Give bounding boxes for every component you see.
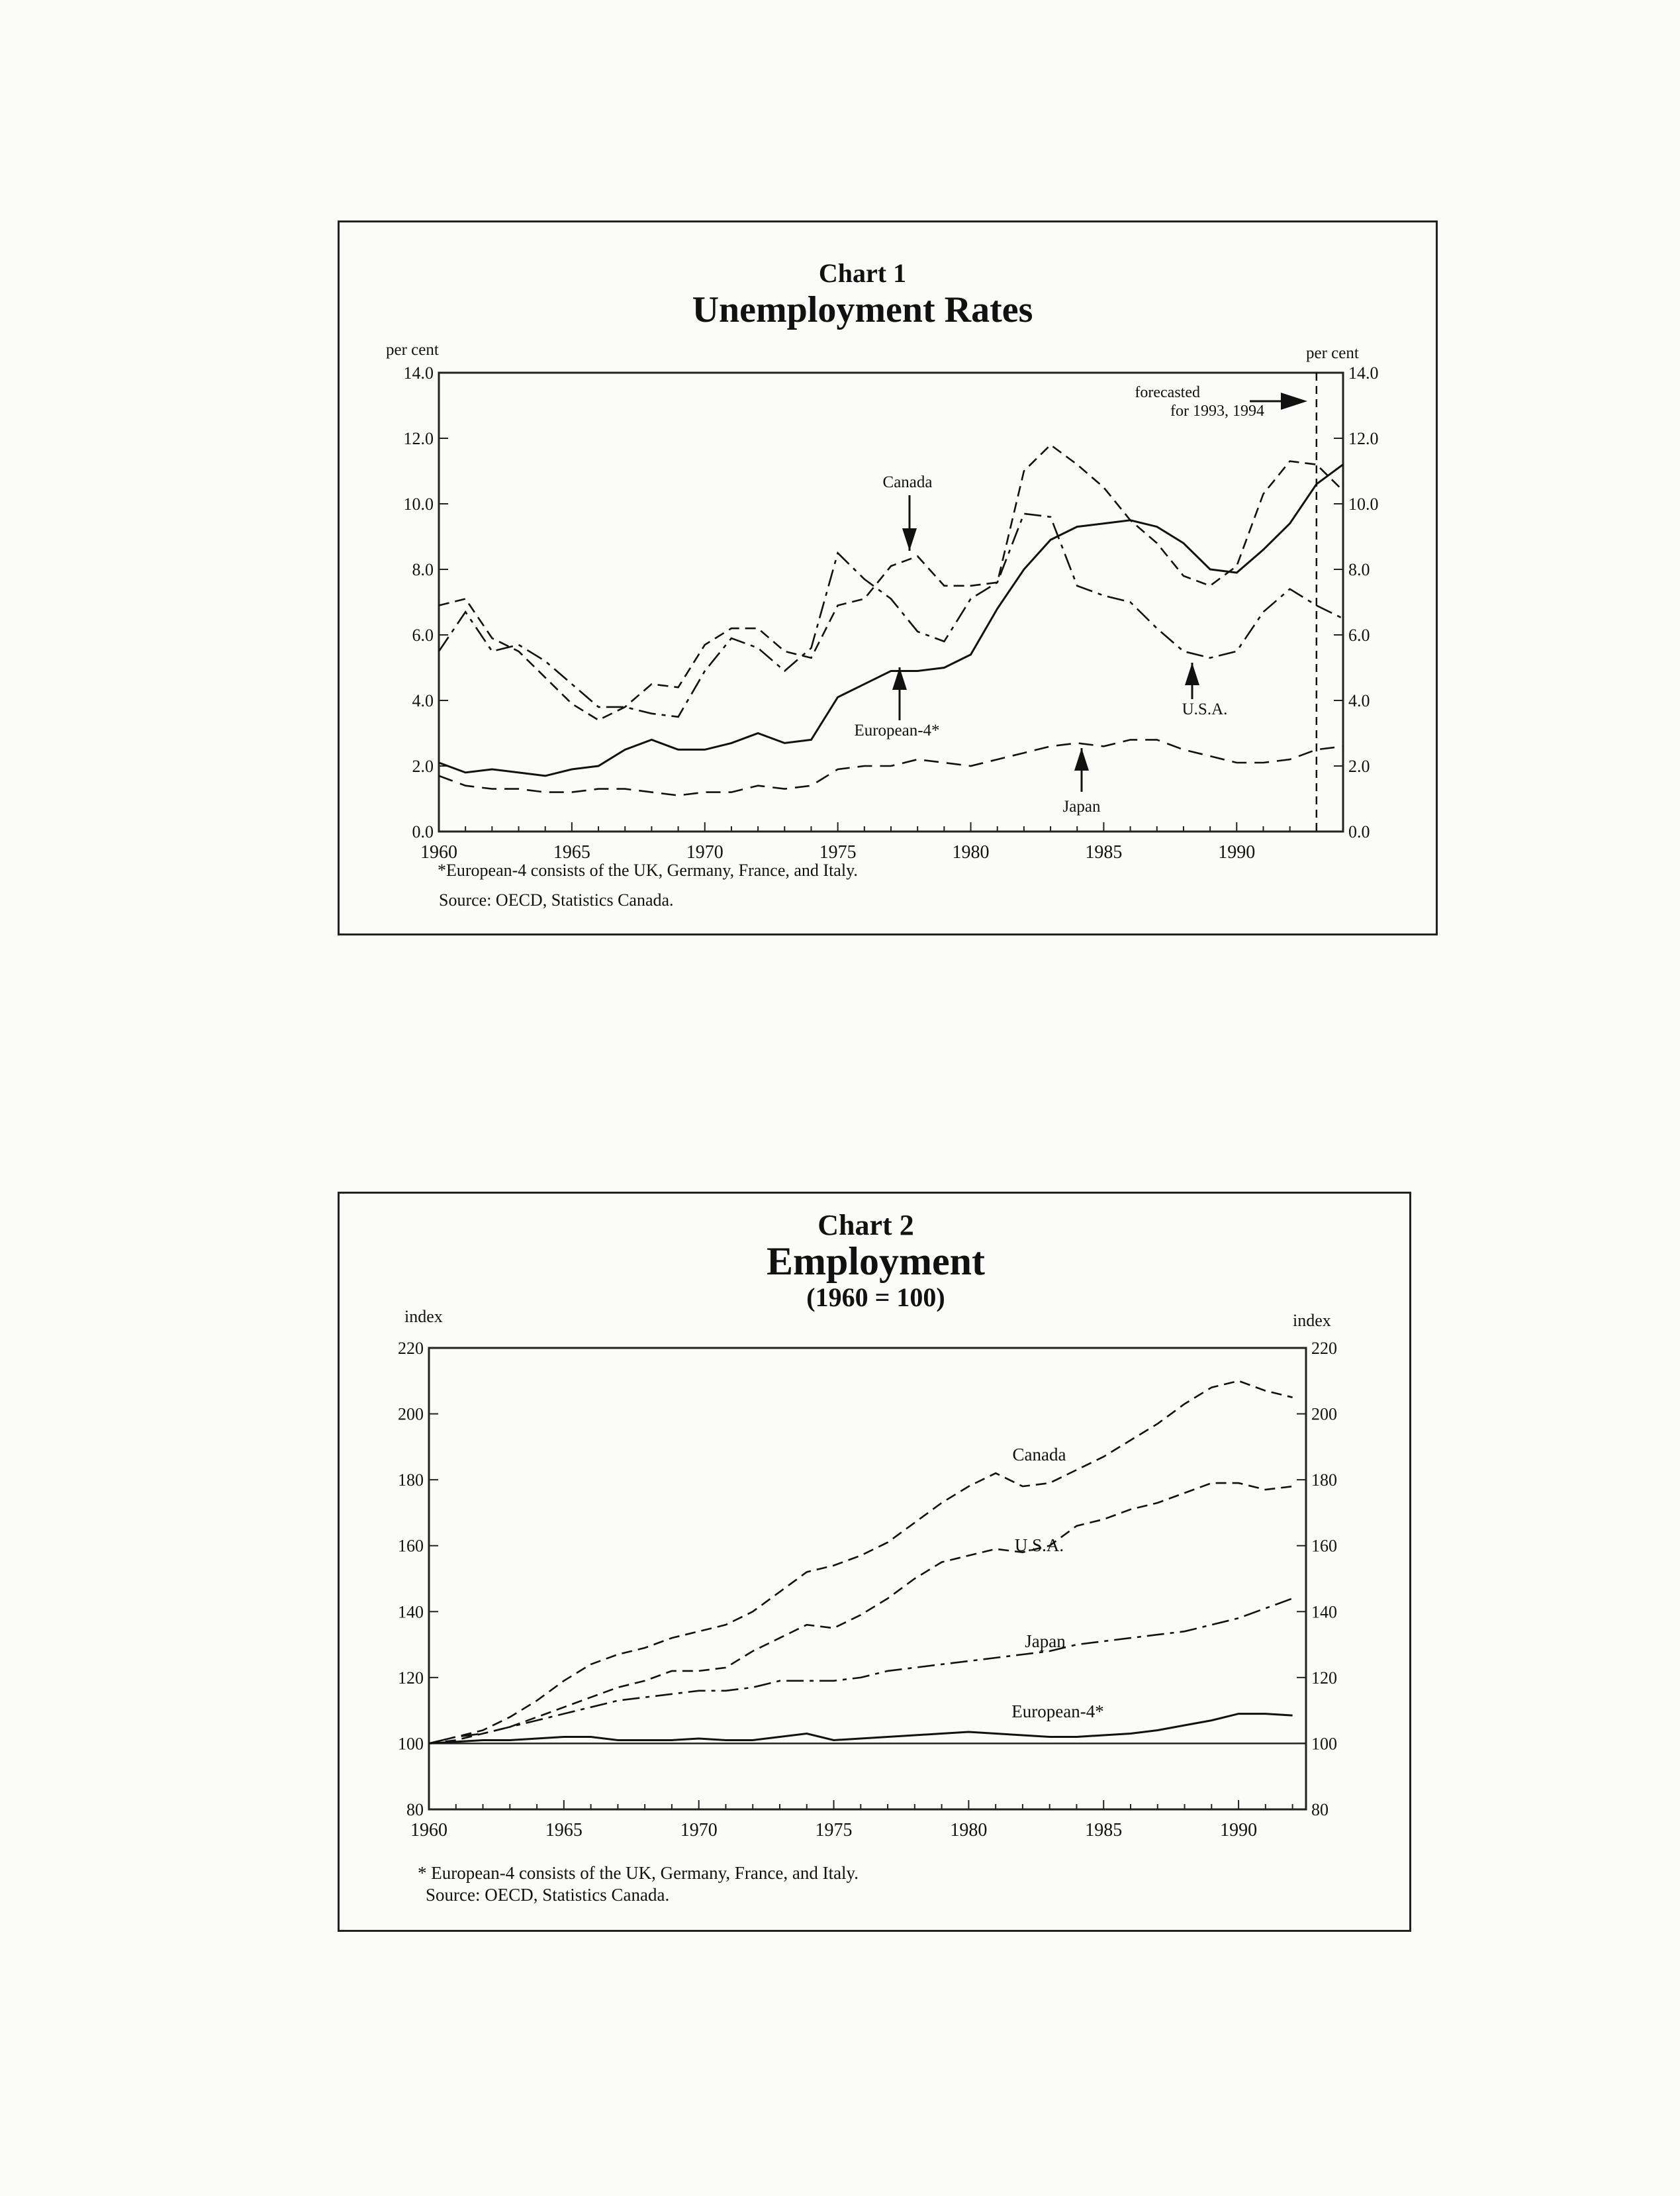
x-tick-label: 1980 (950, 1820, 988, 1840)
chart-2-plot-area (429, 1348, 1306, 1809)
arrow-japan-head (1074, 748, 1089, 771)
y-tick-label-right: 4.0 (1348, 691, 1370, 710)
series-label-u-s-a: U.S.A. (1014, 1535, 1064, 1555)
series-line-u-s-a (429, 1483, 1293, 1743)
chart-2-svg (340, 1194, 1409, 1930)
y-tick-label-right: 6.0 (1348, 626, 1370, 645)
series-label-canada: Canada (1012, 1445, 1066, 1464)
y-tick-label-left: 0.0 (412, 822, 434, 841)
chart-1-ylabel-left: per cent (386, 341, 439, 359)
x-tick-label: 1965 (553, 842, 590, 863)
y-tick-label-left: 100 (398, 1734, 424, 1754)
x-tick-label: 1990 (1220, 1820, 1258, 1840)
x-tick-label: 1990 (1218, 842, 1256, 863)
chart-1-footnote: *European-4 consists of the UK, Germany, France, and Italy. (438, 861, 858, 880)
y-tick-label-right: 160 (1311, 1536, 1337, 1556)
y-tick-label-right: 0.0 (1348, 822, 1370, 841)
y-tick-label-left: 200 (398, 1404, 424, 1424)
series-line-european-4 (429, 1714, 1293, 1744)
y-tick-label-left: 14.0 (403, 363, 434, 383)
x-tick-label: 1960 (410, 1820, 447, 1840)
x-tick-label: 1980 (952, 842, 990, 863)
y-tick-label-right: 140 (1311, 1602, 1337, 1622)
chart-2-title: Employment (767, 1239, 985, 1283)
y-tick-label-right: 10.0 (1348, 495, 1379, 514)
series-label-european-4: European-4* (1011, 1701, 1104, 1721)
chart-2-footnote: * European-4 consists of the UK, Germany, France, and Italy. (418, 1863, 859, 1883)
series-line-japan (439, 740, 1343, 795)
y-tick-label-left: 10.0 (403, 495, 434, 514)
forecast-arrow-head (1281, 393, 1307, 410)
y-tick-label-left: 80 (406, 1800, 424, 1819)
x-tick-label: 1965 (545, 1820, 583, 1840)
x-tick-label: 1970 (686, 842, 723, 863)
chart-1-plot-area (439, 373, 1343, 832)
y-tick-label-left: 2.0 (412, 757, 434, 776)
x-tick-label: 1970 (680, 1820, 718, 1840)
chart-1-svg (340, 222, 1436, 933)
y-tick-label-right: 80 (1311, 1800, 1329, 1819)
y-tick-label-right: 8.0 (1348, 560, 1370, 579)
y-tick-label-left: 220 (398, 1339, 424, 1358)
series-label-japan: Japan (1025, 1631, 1066, 1651)
x-tick-label: 1985 (1085, 1820, 1123, 1840)
y-tick-label-left: 160 (398, 1536, 424, 1556)
annotation-european-4: European-4* (854, 722, 940, 740)
y-tick-label-right: 100 (1311, 1734, 1337, 1754)
arrow-usa-head (1185, 663, 1199, 685)
y-tick-label-right: 120 (1311, 1668, 1337, 1688)
y-tick-label-left: 180 (398, 1470, 424, 1490)
x-tick-label: 1975 (819, 842, 857, 863)
chart-1-ylabel-right: per cent (1306, 344, 1359, 362)
y-tick-label-right: 220 (1311, 1339, 1337, 1358)
chart-2-panel (338, 1192, 1411, 1932)
forecast-label-line2: for 1993, 1994 (1170, 403, 1264, 420)
annotation-canada: Canada (882, 473, 933, 491)
annotation-usa: U.S.A. (1182, 700, 1228, 718)
x-tick-label: 1985 (1085, 842, 1123, 863)
y-tick-label-left: 4.0 (412, 691, 434, 710)
arrow-canada-head (902, 528, 917, 551)
chart-2-ylabel-left: index (404, 1307, 443, 1326)
x-tick-label: 1960 (420, 842, 457, 863)
y-tick-label-left: 140 (398, 1602, 424, 1622)
y-tick-label-right: 12.0 (1348, 429, 1379, 448)
y-tick-label-left: 12.0 (403, 429, 434, 448)
series-line-japan (429, 1598, 1293, 1743)
y-tick-label-left: 8.0 (412, 560, 434, 579)
y-tick-label-right: 2.0 (1348, 757, 1370, 776)
x-tick-label: 1975 (815, 1820, 853, 1840)
series-line-canada (429, 1381, 1293, 1744)
y-tick-label-left: 6.0 (412, 626, 434, 645)
series-line-u-s-a (439, 514, 1343, 717)
chart-2-source: Source: OECD, Statistics Canada. (426, 1885, 670, 1905)
chart-1-panel (338, 220, 1438, 935)
y-tick-label-left: 120 (398, 1668, 424, 1688)
chart-1-source: Source: OECD, Statistics Canada. (439, 890, 674, 910)
y-tick-label-right: 180 (1311, 1470, 1337, 1490)
chart-1-title: Unemployment Rates (692, 289, 1033, 330)
y-tick-label-right: 200 (1311, 1404, 1337, 1424)
chart-2-subtitle: (1960 = 100) (806, 1282, 945, 1312)
chart-2-ylabel-right: index (1293, 1311, 1331, 1330)
chart-1-caption: Chart 1 (818, 258, 907, 288)
forecast-label-line1: forecasted (1135, 384, 1200, 401)
chart-2-caption: Chart 2 (817, 1209, 914, 1241)
y-tick-label-right: 14.0 (1348, 363, 1379, 383)
annotation-japan: Japan (1062, 798, 1101, 816)
